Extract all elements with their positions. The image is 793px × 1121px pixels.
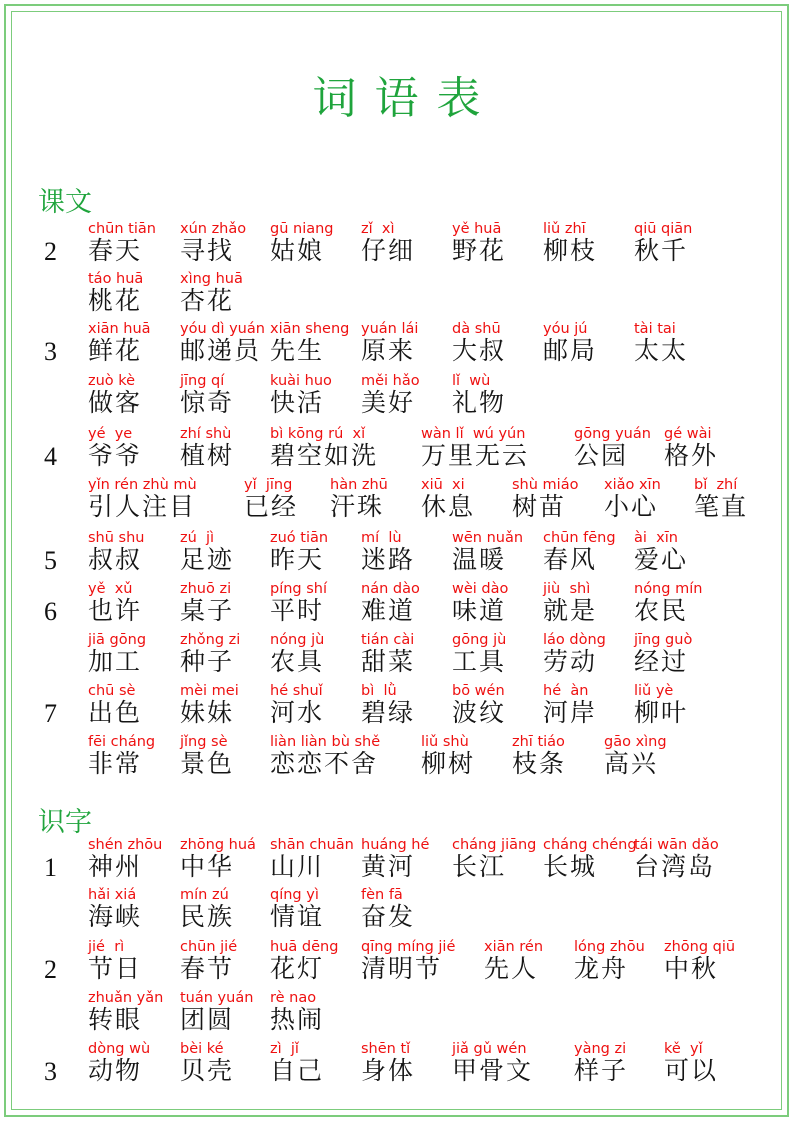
hanzi: 波纹 [452, 698, 507, 727]
hanzi: 劳动 [543, 647, 598, 676]
hanzi: 经过 [634, 647, 689, 676]
pinyin: huáng hé [361, 837, 430, 853]
pinyin: liǔ yè [634, 683, 674, 699]
hanzi: 黄河 [361, 852, 416, 881]
hanzi: 笔直 [694, 492, 749, 521]
pinyin: mín zú [180, 887, 229, 903]
hanzi: 甜菜 [361, 647, 416, 676]
pinyin: yǐ jīng [244, 477, 293, 493]
hanzi: 邮局 [543, 336, 598, 365]
pinyin: zuó tiān [270, 530, 329, 546]
hanzi: 杏花 [180, 286, 235, 315]
pinyin: yóu dì yuán [180, 321, 265, 337]
hanzi: 转眼 [88, 1005, 143, 1034]
hanzi: 原来 [361, 336, 416, 365]
pinyin: rè nao [270, 990, 317, 1006]
pinyin: zì jǐ [270, 1041, 299, 1057]
lesson-number: 6 [44, 597, 57, 626]
hanzi: 万里无云 [421, 441, 530, 470]
pinyin: mèi mei [180, 683, 239, 699]
hanzi: 爱心 [634, 545, 689, 574]
hanzi: 味道 [452, 596, 507, 625]
pinyin: yǐn rén zhù mù [88, 477, 197, 493]
hanzi: 寻找 [180, 236, 235, 265]
pinyin: shū shu [88, 530, 145, 546]
pinyin: cháng chéng [543, 837, 637, 853]
pinyin: qiū qiān [634, 221, 693, 237]
pinyin: chū sè [88, 683, 136, 699]
hanzi: 汗珠 [330, 492, 385, 521]
pinyin: nóng mín [634, 581, 703, 597]
pinyin: lóng zhōu [574, 939, 645, 955]
section-title: 课文 [38, 187, 92, 218]
pinyin: mí lù [361, 530, 402, 546]
hanzi: 春节 [180, 954, 235, 983]
pinyin: zǐ xì [361, 221, 395, 237]
hanzi: 大叔 [452, 336, 507, 365]
pinyin: xiān huā [88, 321, 151, 337]
hanzi: 礼物 [452, 388, 507, 417]
hanzi: 团圆 [180, 1005, 235, 1034]
hanzi: 仔细 [361, 236, 416, 265]
pinyin: zhuō zi [180, 581, 232, 597]
pinyin: yé ye [88, 426, 133, 442]
pinyin: liǔ zhī [543, 221, 586, 237]
pinyin: zhōng qiū [664, 939, 736, 955]
pinyin: zhī tiáo [512, 734, 565, 750]
pinyin: nán dào [361, 581, 420, 597]
pinyin: shān chuān [270, 837, 354, 853]
hanzi: 长江 [452, 852, 507, 881]
hanzi: 高兴 [604, 749, 659, 778]
pinyin: bèi ké [180, 1041, 224, 1057]
pinyin: jiǎ gǔ wén [452, 1041, 527, 1057]
pinyin: gū niang [270, 221, 334, 237]
pinyin: jié rì [88, 939, 125, 955]
pinyin: chūn tiān [88, 221, 156, 237]
hanzi: 也许 [88, 596, 143, 625]
pinyin: jīng guò [634, 632, 693, 648]
pinyin: yě huā [452, 221, 502, 237]
pinyin: hàn zhū [330, 477, 388, 493]
pinyin: kě yǐ [664, 1041, 703, 1057]
lesson-number: 3 [44, 337, 57, 366]
pinyin: yóu jú [543, 321, 588, 337]
pinyin: yuán lái [361, 321, 419, 337]
hanzi: 甲骨文 [452, 1056, 534, 1085]
hanzi: 小心 [604, 492, 659, 521]
pinyin: zhí shù [180, 426, 232, 442]
hanzi: 春风 [543, 545, 598, 574]
pinyin: gōng jù [452, 632, 507, 648]
hanzi: 种子 [180, 647, 235, 676]
hanzi: 快活 [270, 388, 325, 417]
pinyin: zhuǎn yǎn [88, 990, 164, 1006]
lesson-number: 1 [44, 853, 57, 882]
pinyin: shēn tǐ [361, 1041, 411, 1057]
pinyin: jǐng sè [180, 734, 228, 750]
pinyin: lǐ wù [452, 373, 491, 389]
hanzi: 山川 [270, 852, 325, 881]
hanzi: 加工 [88, 647, 143, 676]
pinyin: gé wài [664, 426, 712, 442]
hanzi: 温暖 [452, 545, 507, 574]
pinyin: nóng jù [270, 632, 325, 648]
section-title: 识字 [38, 807, 92, 838]
hanzi: 非常 [88, 749, 143, 778]
pinyin: huā dēng [270, 939, 339, 955]
hanzi: 姑娘 [270, 236, 325, 265]
pinyin: chūn fēng [543, 530, 616, 546]
hanzi: 工具 [452, 647, 507, 676]
pinyin: ài xīn [634, 530, 678, 546]
hanzi: 贝壳 [180, 1056, 235, 1085]
hanzi: 难道 [361, 596, 416, 625]
pinyin: wèi dào [452, 581, 509, 597]
pinyin: xiū xi [421, 477, 465, 493]
hanzi: 样子 [574, 1056, 629, 1085]
pinyin: táo huā [88, 271, 144, 287]
pinyin: jiù shì [543, 581, 591, 597]
pinyin: píng shí [270, 581, 328, 597]
hanzi: 枝条 [512, 749, 567, 778]
pinyin: shén zhōu [88, 837, 163, 853]
pinyin: zhōng huá [180, 837, 256, 853]
hanzi: 中华 [180, 852, 235, 881]
pinyin: bō wén [452, 683, 505, 699]
hanzi: 清明节 [361, 954, 443, 983]
lesson-number: 4 [44, 442, 57, 471]
hanzi: 公园 [574, 441, 629, 470]
hanzi: 昨天 [270, 545, 325, 574]
hanzi: 景色 [180, 749, 235, 778]
pinyin: xìng huā [180, 271, 243, 287]
hanzi: 节日 [88, 954, 143, 983]
pinyin: hé shuǐ [270, 683, 323, 699]
hanzi: 春天 [88, 236, 143, 265]
lesson-number: 3 [44, 1057, 57, 1086]
pinyin: xiǎo xīn [604, 477, 661, 493]
hanzi: 叔叔 [88, 545, 143, 574]
pinyin: tuán yuán [180, 990, 254, 1006]
hanzi: 妹妹 [180, 698, 235, 727]
lesson-number: 2 [44, 955, 57, 984]
pinyin: dòng wù [88, 1041, 151, 1057]
hanzi: 休息 [421, 492, 476, 521]
pinyin: fèn fā [361, 887, 403, 903]
pinyin: tái wān dǎo [634, 837, 719, 853]
pinyin: xiān rén [484, 939, 544, 955]
pinyin: hé àn [543, 683, 589, 699]
hanzi: 足迹 [180, 545, 235, 574]
hanzi: 平时 [270, 596, 325, 625]
pinyin: yě xǔ [88, 581, 133, 597]
hanzi: 植树 [180, 441, 235, 470]
hanzi: 爷爷 [88, 441, 143, 470]
hanzi: 野花 [452, 236, 507, 265]
hanzi: 树苗 [512, 492, 567, 521]
hanzi: 美好 [361, 388, 416, 417]
pinyin: yàng zi [574, 1041, 627, 1057]
pinyin: xiān sheng [270, 321, 350, 337]
hanzi: 柳树 [421, 749, 476, 778]
hanzi: 碧绿 [361, 698, 416, 727]
pinyin: chūn jié [180, 939, 238, 955]
pinyin: cháng jiāng [452, 837, 537, 853]
hanzi: 民族 [180, 902, 235, 931]
hanzi: 桌子 [180, 596, 235, 625]
hanzi: 秋千 [634, 236, 689, 265]
pinyin: liàn liàn bù shě [270, 734, 381, 750]
hanzi: 神州 [88, 852, 143, 881]
hanzi: 引人注目 [88, 492, 197, 521]
hanzi: 出色 [88, 698, 143, 727]
page-title: 词语表 [312, 73, 499, 124]
pinyin: bì lǜ [361, 683, 397, 699]
hanzi: 柳叶 [634, 698, 689, 727]
pinyin: wàn lǐ wú yún [421, 426, 526, 442]
pinyin: kuài huo [270, 373, 332, 389]
hanzi: 鲜花 [88, 336, 143, 365]
hanzi: 农具 [270, 647, 325, 676]
pinyin: dà shū [452, 321, 501, 337]
pinyin: gāo xìng [604, 734, 667, 750]
hanzi: 海峡 [88, 902, 143, 931]
pinyin: gōng yuán [574, 426, 651, 442]
pinyin: jiā gōng [88, 632, 147, 648]
hanzi: 动物 [88, 1056, 143, 1085]
pinyin: jīng qí [180, 373, 225, 389]
pinyin: zuò kè [88, 373, 136, 389]
hanzi: 桃花 [88, 286, 143, 315]
pinyin: fēi cháng [88, 734, 156, 750]
pinyin: tián cài [361, 632, 415, 648]
hanzi: 格外 [664, 441, 719, 470]
hanzi: 中秋 [664, 954, 719, 983]
hanzi: 河水 [270, 698, 325, 727]
pinyin: shù miáo [512, 477, 579, 493]
hanzi: 先人 [484, 954, 539, 983]
hanzi: 邮递员 [180, 336, 262, 365]
pinyin: zhǒng zi [180, 632, 241, 648]
hanzi: 就是 [543, 596, 598, 625]
pinyin: tài tai [634, 321, 676, 337]
hanzi: 自己 [270, 1056, 325, 1085]
hanzi: 农民 [634, 596, 689, 625]
lesson-number: 7 [44, 699, 57, 728]
hanzi: 做客 [88, 388, 143, 417]
hanzi: 热闹 [270, 1005, 325, 1034]
hanzi: 碧空如洗 [270, 441, 379, 470]
pinyin: xún zhǎo [180, 221, 247, 237]
hanzi: 先生 [270, 336, 325, 365]
pinyin: měi hǎo [361, 373, 420, 389]
hanzi: 河岸 [543, 698, 598, 727]
hanzi: 花灯 [270, 954, 325, 983]
hanzi: 长城 [543, 852, 598, 881]
pinyin: qīng míng jié [361, 939, 456, 955]
lesson-number: 2 [44, 237, 57, 266]
pinyin: zú jì [180, 530, 215, 546]
pinyin: wēn nuǎn [452, 530, 524, 546]
hanzi: 台湾岛 [634, 852, 716, 881]
pinyin: hǎi xiá [88, 887, 137, 903]
pinyin: láo dòng [543, 632, 606, 648]
pinyin: liǔ shù [421, 734, 469, 750]
hanzi: 恋恋不舍 [270, 749, 379, 778]
hanzi: 已经 [244, 492, 299, 521]
hanzi: 迷路 [361, 545, 416, 574]
hanzi: 惊奇 [180, 388, 235, 417]
pinyin: qíng yì [270, 887, 319, 903]
hanzi: 龙舟 [574, 954, 629, 983]
hanzi: 可以 [664, 1056, 719, 1085]
hanzi: 太太 [634, 336, 689, 365]
hanzi: 柳枝 [543, 236, 598, 265]
hanzi: 奋发 [361, 902, 416, 931]
hanzi: 情谊 [270, 902, 325, 931]
lesson-number: 5 [44, 546, 57, 575]
pinyin: bì kōng rú xǐ [270, 426, 366, 442]
hanzi: 身体 [361, 1056, 416, 1085]
pinyin: bǐ zhí [694, 477, 738, 493]
